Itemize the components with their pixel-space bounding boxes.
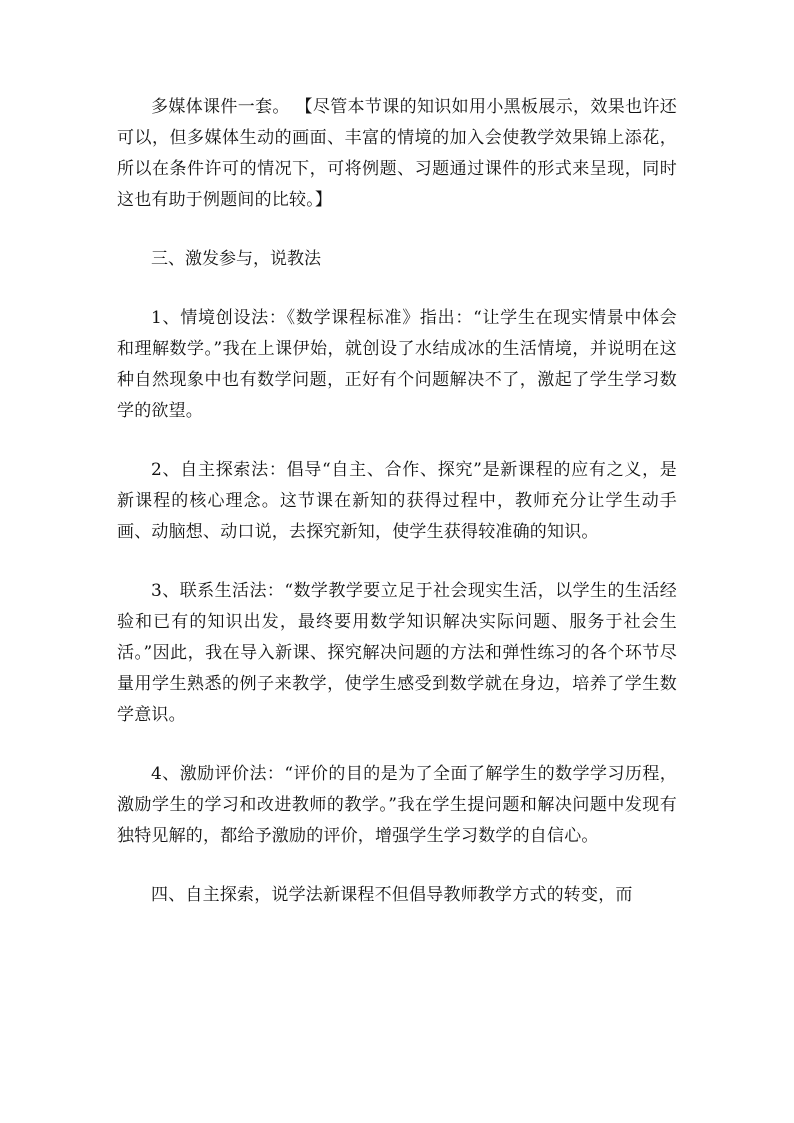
paragraph-situation-creation: 1、情境创设法：《数学课程标准》指出：“让学生在现实情景中体会和理解数学。”我在上课伊始，就创设了水结成冰的生活情境，并说明在这种自然现象中也有数学问题，正好有个问题解决不了，激起了学生学习数学的欲望。: [117, 308, 677, 421]
paragraph-life-connection: 3、联系生活法：“数学教学要立足于社会现实生活，以学生的生活经验和已有的知识出发，最终要用数学知识解决实际问题、服务于社会生活。”因此，我在导入新课、探究解决问题的方法和弹性练习的各个环节尽量用学生熟悉的例子来教学，使学生感受到数学就在身边，培养了学生数学意识。: [117, 581, 677, 725]
paragraph-self-exploration: 2、自主探索法：倡导“自主、合作、探究”是新课程的应有之义，是新课程的核心理念。这节课在新知的获得过程中，教师充分让学生动手画、动脑想、动口说，去探究新知，使学生获得较准确的知识。: [117, 460, 677, 542]
document-body: [117, 92, 677, 939]
paragraph-multimedia-courseware: 多媒体课件一套。 【尽管本节课的知识如用小黑板展示，效果也许还可以，但多媒体生动的画面、丰富的情境的加入会使教学效果锦上添花，所以在条件许可的情况下，可将例题、习题通过课件的形式来呈现，同时这也有助于例题间的比较。】: [117, 97, 677, 210]
paragraph-learning-methods: 四、自主探索，说学法新课程不但倡导教师教学方式的转变，而: [151, 885, 633, 905]
section-heading-teaching-methods: 三、激发参与，说教法: [151, 249, 321, 269]
paragraph-incentive-evaluation: 4、激励评价法：“评价的目的是为了全面了解学生的数学学习历程，激励学生的学习和改进教师的教学。”我在学生提问题和解决问题中发现有独特见解的，都给予激励的评价，增强学生学习数学的自信心。: [117, 764, 677, 846]
